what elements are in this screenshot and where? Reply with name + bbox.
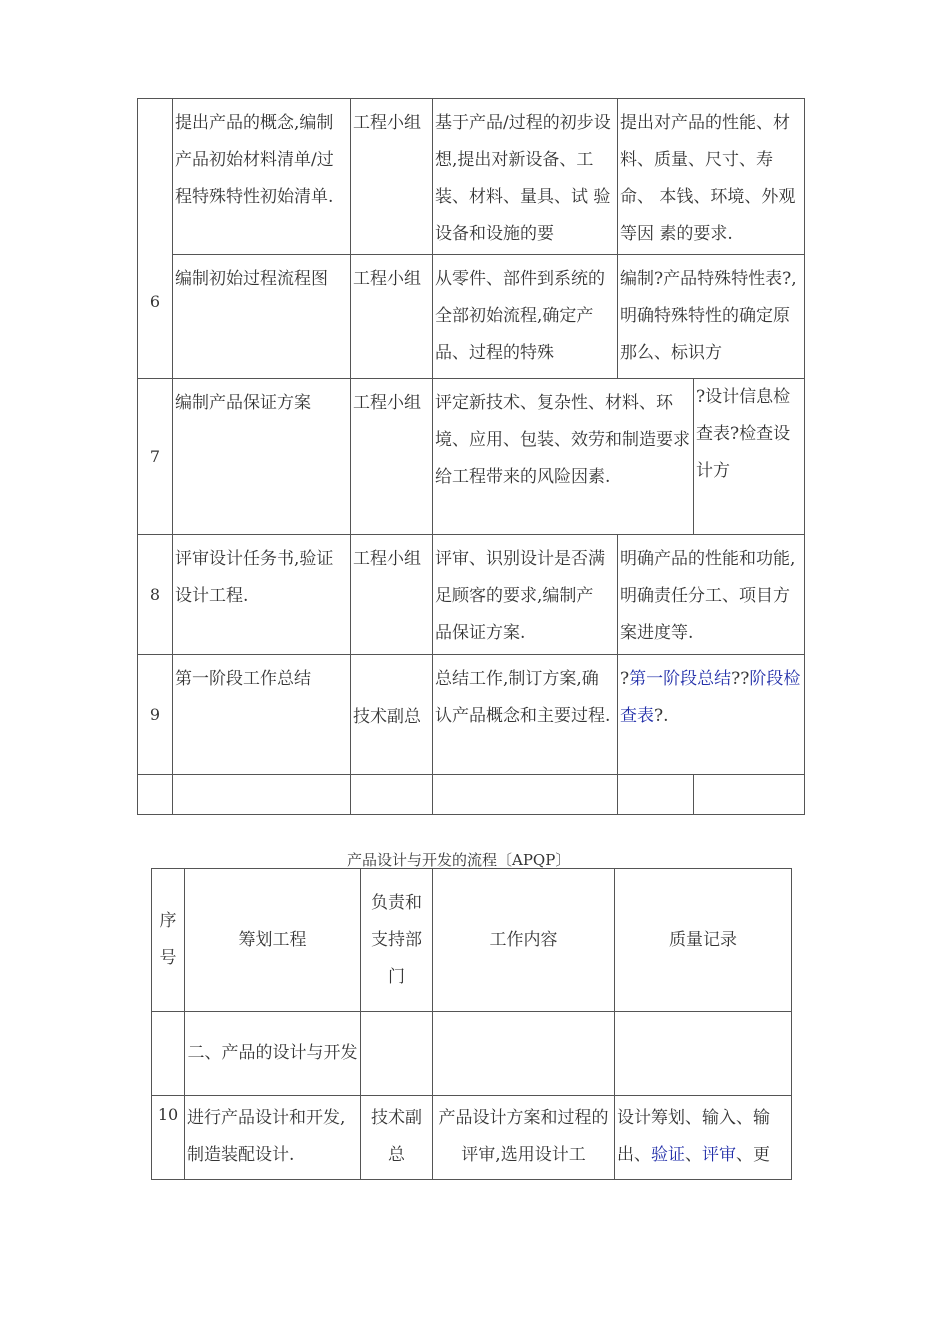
work-content: 评定新技术、复杂性、材料、环境、应用、包装、效劳和制造要求给工程带来的风险因素. — [433, 379, 694, 535]
table-row-empty — [138, 775, 805, 815]
planning-item: 编制初始过程流程图 — [173, 255, 351, 379]
stage-checklist-link[interactable]: 阶段检查表 — [620, 669, 801, 726]
apqp-table-part2 — [151, 868, 792, 1180]
planning-item: 评审设计任务书,验证设计工程. — [173, 535, 351, 655]
stage-summary-link[interactable]: 第一阶段总结 — [629, 669, 732, 689]
header-num: 序号 — [152, 869, 185, 1012]
table-row — [152, 1096, 792, 1180]
work-content: 总结工作,制订方案,确认产品概念和主要过程. — [433, 655, 618, 775]
header-item: 筹划工程 — [185, 869, 361, 1012]
planning-item: 提出产品的概念,编制产品初始材料清单/过程特殊特性初始清单. — [173, 99, 351, 255]
table-row — [138, 655, 805, 775]
work-content: 产品设计方案和过程的评审,选用设计工 — [433, 1096, 615, 1180]
header-record: 质量记录 — [615, 869, 792, 1012]
verification-link[interactable]: 验证 — [651, 1145, 685, 1165]
responsible-dept: 工程小组 — [351, 99, 433, 255]
table-row — [138, 255, 805, 379]
row-number: 10 — [152, 1096, 185, 1180]
table-row — [138, 379, 805, 535]
table-row — [138, 99, 805, 255]
responsible-dept: 工程小组 — [351, 255, 433, 379]
review-link[interactable]: 评审 — [702, 1145, 736, 1165]
row-number: 6 — [138, 99, 173, 379]
section-row — [152, 1012, 792, 1096]
header-content: 工作内容 — [433, 869, 615, 1012]
work-content: 基于产品/过程的初步设想,提出对新设备、工装、材料、量具、试 验设备和设施的要 — [433, 99, 618, 255]
planning-item: 编制产品保证方案 — [173, 379, 351, 535]
apqp-table-part1 — [137, 98, 805, 815]
responsible-dept: 技术副总 — [361, 1096, 433, 1180]
planning-item: 第一阶段工作总结 — [173, 655, 351, 775]
quality-record: ?设计信息检查表?检查设计方 — [694, 379, 805, 535]
row-number: 7 — [138, 379, 173, 535]
quality-record: 明确产品的性能和功能,明确责任分工、项目方案进度等. — [618, 535, 805, 655]
work-content: 评审、识别设计是否满 足顾客的要求,编制产 品保证方案. — [433, 535, 618, 655]
table-row — [138, 535, 805, 655]
quality-record: 设计筹划、输入、输出、验证、评审、更 — [615, 1096, 792, 1180]
section-title: 二、产品的设计与开发 — [185, 1012, 361, 1096]
responsible-dept: 工程小组 — [351, 535, 433, 655]
responsible-dept: 技术副总 — [351, 655, 433, 775]
table-caption: 产品设计与开发的流程〔APQP〕 — [347, 851, 571, 869]
quality-record: ?第一阶段总结??阶段检查表?. — [618, 655, 805, 775]
planning-item: 进行产品设计和开发,制造装配设计. — [185, 1096, 361, 1180]
work-content: 从零件、部件到系统的 全部初始流程,确定产 品、过程的特殊 — [433, 255, 618, 379]
table-header-row — [152, 869, 792, 1012]
quality-record: 编制?产品特殊特性表?,明确特殊特性的确定原那么、标识方 — [618, 255, 805, 379]
quality-record: 提出对产品的性能、材 料、质量、尺寸、寿命、 本钱、环境、外观等因 素的要求. — [618, 99, 805, 255]
header-dept: 负责和支持部门 — [361, 869, 433, 1012]
responsible-dept: 工程小组 — [351, 379, 433, 535]
row-number: 9 — [138, 655, 173, 775]
row-number: 8 — [138, 535, 173, 655]
